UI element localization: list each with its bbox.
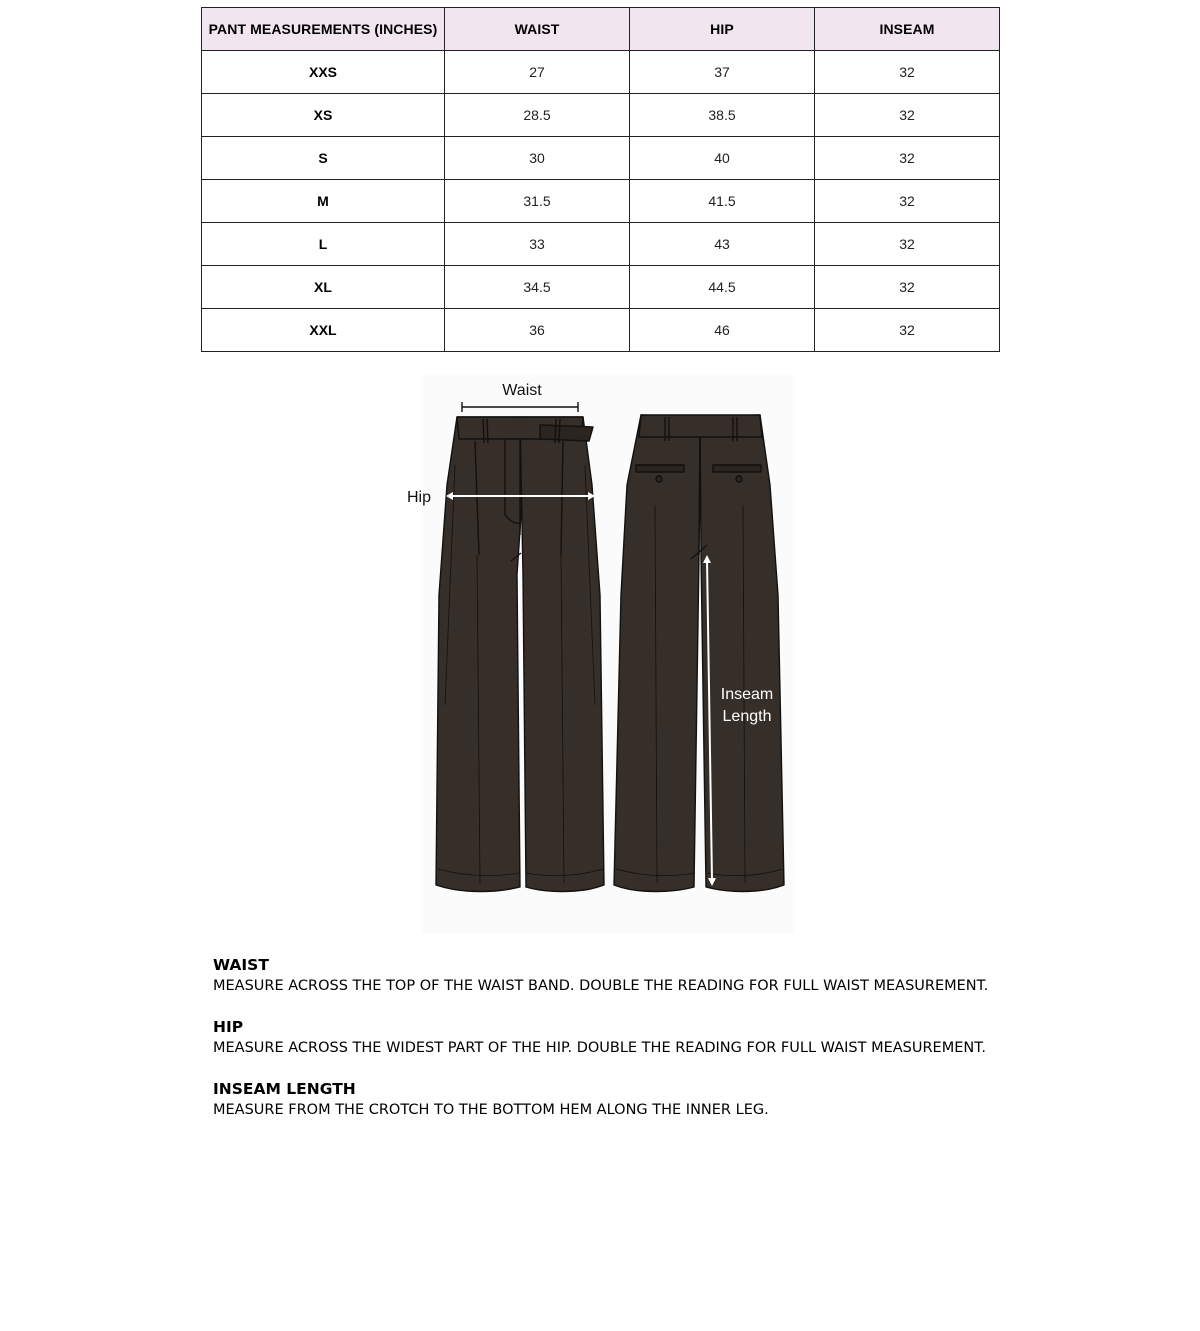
header-inseam: INSEAM <box>815 8 1000 51</box>
hip-note <box>213 1017 1033 1058</box>
inseam-cell: 32 <box>815 51 1000 94</box>
waist-cell: 27 <box>445 51 630 94</box>
header-measurements: PANT MEASUREMENTS (INCHES) <box>202 8 445 51</box>
waist-note-title: WAIST <box>213 956 269 974</box>
waist-label: Waist <box>502 382 542 399</box>
size-cell: M <box>202 180 445 223</box>
table-row <box>202 94 1000 137</box>
pants-measurement-diagram <box>395 375 795 935</box>
header-waist: WAIST <box>445 8 630 51</box>
header-hip: HIP <box>630 8 815 51</box>
size-cell: XL <box>202 266 445 309</box>
hip-label: Hip <box>407 489 432 506</box>
table-row <box>202 51 1000 94</box>
measurement-instructions <box>213 955 1033 1141</box>
hip-cell: 44.5 <box>630 266 815 309</box>
table-row <box>202 223 1000 266</box>
inseam-cell: 32 <box>815 266 1000 309</box>
hip-note-text: MEASURE ACROSS THE WIDEST PART OF THE HIP. DOUBLE THE READING FOR FULL WAIST MEASUREMENT. <box>213 1040 986 1056</box>
size-cell: L <box>202 223 445 266</box>
size-cell: S <box>202 137 445 180</box>
table-row <box>202 137 1000 180</box>
inseam-cell: 32 <box>815 137 1000 180</box>
hip-cell: 41.5 <box>630 180 815 223</box>
hip-cell: 38.5 <box>630 94 815 137</box>
inseam-cell: 32 <box>815 180 1000 223</box>
hip-cell: 46 <box>630 309 815 352</box>
waist-note <box>213 955 1033 996</box>
size-cell: XXL <box>202 309 445 352</box>
hip-cell: 40 <box>630 137 815 180</box>
waist-cell: 34.5 <box>445 266 630 309</box>
inseam-note-text: MEASURE FROM THE CROTCH TO THE BOTTOM HEM ALONG THE INNER LEG. <box>213 1102 769 1118</box>
size-chart-table <box>201 7 1000 352</box>
waist-cell: 28.5 <box>445 94 630 137</box>
hip-cell: 37 <box>630 51 815 94</box>
inseam-cell: 32 <box>815 309 1000 352</box>
inseam-note <box>213 1079 1033 1120</box>
hip-cell: 43 <box>630 223 815 266</box>
waist-cell: 36 <box>445 309 630 352</box>
waist-note-text: MEASURE ACROSS THE TOP OF THE WAIST BAND. DOUBLE THE READING FOR FULL WAIST MEASUREMENT. <box>213 978 989 994</box>
table-row <box>202 180 1000 223</box>
inseam-note-title: INSEAM LENGTH <box>213 1080 356 1098</box>
inseam-cell: 32 <box>815 223 1000 266</box>
inseam-cell: 32 <box>815 94 1000 137</box>
inseam-label-line1: Inseam <box>720 686 774 703</box>
table-row <box>202 266 1000 309</box>
table-header-row <box>202 8 1000 51</box>
waist-cell: 30 <box>445 137 630 180</box>
inseam-label-line2: Length <box>722 708 772 725</box>
size-cell: XXS <box>202 51 445 94</box>
waist-cell: 33 <box>445 223 630 266</box>
hip-note-title: HIP <box>213 1018 244 1036</box>
size-cell: XS <box>202 94 445 137</box>
waist-cell: 31.5 <box>445 180 630 223</box>
table-row <box>202 309 1000 352</box>
